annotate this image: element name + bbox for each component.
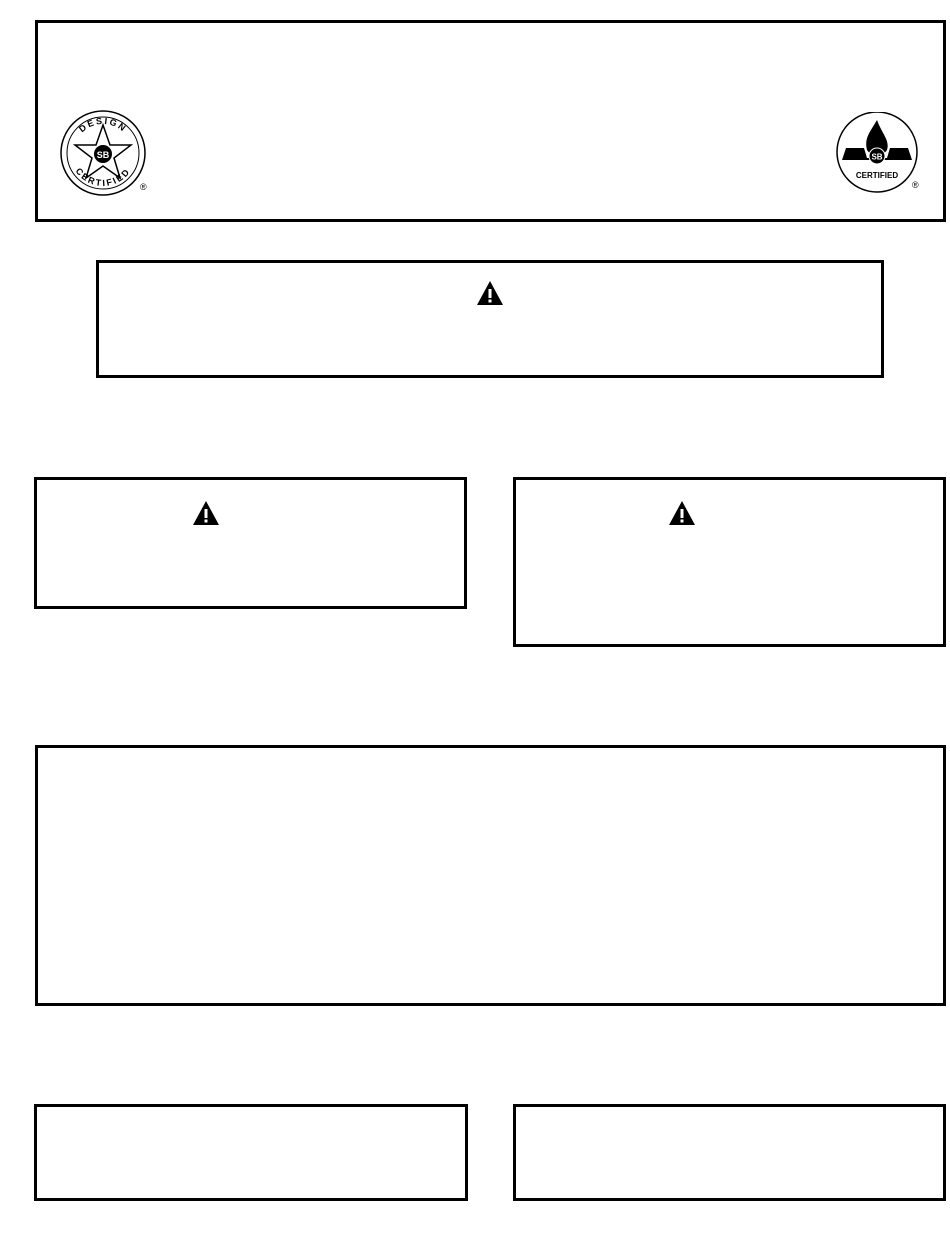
certified-flame-seal: [834, 112, 926, 194]
main-warning-box: [96, 260, 884, 378]
left-seal-top-text: DESIGN: [77, 115, 129, 135]
bottom-right-box: [513, 1104, 946, 1201]
left-seal-registered-mark: ®: [140, 182, 147, 192]
svg-text:DESIGN: [77, 116, 129, 134]
warning-icon: [476, 280, 504, 306]
right-seal-registered-mark: ®: [912, 180, 919, 190]
left-warning-box: [34, 477, 467, 609]
design-certified-seal: [58, 108, 148, 198]
warning-icon: [668, 500, 696, 526]
large-content-box: [35, 745, 946, 1006]
left-seal-center: SB: [96, 150, 110, 160]
warning-icon: [192, 500, 220, 526]
bottom-left-box: [34, 1104, 468, 1201]
svg-text:CERTIFIED: [74, 166, 133, 188]
right-seal-center: SB: [871, 152, 883, 162]
certification-box: [35, 20, 946, 222]
right-warning-box: [513, 477, 946, 647]
right-seal-label: CERTIFIED: [855, 171, 899, 180]
left-seal-bottom-text: CERTIFIED: [73, 165, 133, 189]
